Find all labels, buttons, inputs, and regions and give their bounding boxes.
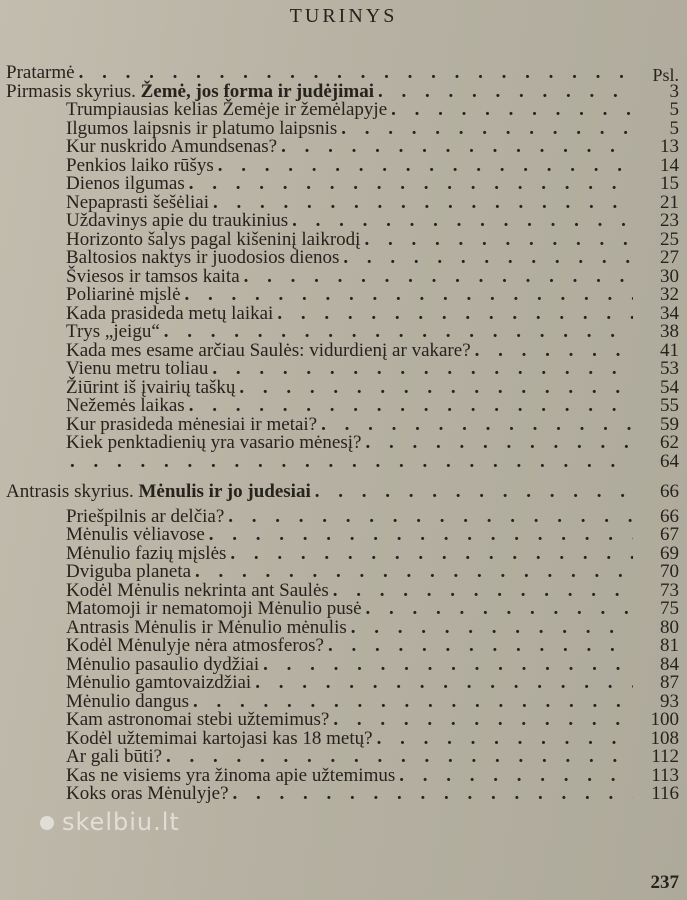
toc-item: Šviesos ir tamsos kaita . . . 30 <box>0 268 687 287</box>
toc-item: Kodėl užtemimai kartojasi kas 18 metų? . . . 108 <box>0 730 687 749</box>
toc-item: Mėnulio pasaulio dydžiai . . . 84 <box>0 656 687 675</box>
toc-item: Kada prasideda metų laikai . . . 34 <box>0 305 687 324</box>
toc-item: Koks oras Mėnulyje? . . . 116 <box>0 785 687 804</box>
chapter-number-label: Pirmasis skyrius. <box>6 80 136 102</box>
toc-item: Penkios laiko rūšys . . . 14 <box>0 157 687 176</box>
toc-item: Ilgumos laipsnis ir platumo laipsnis . . . 5 <box>0 120 687 139</box>
toc-item: Baltosios naktys ir juodosios dienos . . . 27 <box>0 249 687 268</box>
toc-item: Ar gali būti? . . . 112 <box>0 748 687 767</box>
toc-page-number: 66 <box>660 481 679 502</box>
toc-item: Poliarinė mįslė . . . 32 <box>0 286 687 305</box>
toc-item: Dienos ilgumas . . . 15 <box>0 175 687 194</box>
watermark <box>40 808 180 836</box>
chapter-title: Žemė, jos forma ir judėjimai <box>140 80 375 102</box>
watermark-logo-icon <box>40 816 54 830</box>
toc-item: Priešpilnis ar delčia? . . . 66 <box>0 508 687 527</box>
page-column-label: Psl. <box>652 65 679 85</box>
page-title: TURINYS <box>289 5 398 27</box>
chapter-number-label: Antrasis skyrius. <box>6 481 134 502</box>
toc-item: Kur nuskrido Amundsenas? . . . 13 <box>0 138 687 157</box>
toc-item: Matomoji ir nematomoji Mėnulio pusė . . . 75 <box>0 600 687 619</box>
toc-item: Kodėl Mėnulyje nėra atmosferos? . . . 81 <box>0 637 687 656</box>
toc-item: Dviguba planeta . . . 70 <box>0 563 687 582</box>
toc-item: Kur prasideda mėnesiai ir metai? . . . 59 <box>0 416 687 435</box>
toc-item: Kiek penktadienių yra vasario mėnesį? . . . 62 <box>0 434 687 453</box>
toc-page-number: 3 <box>669 80 679 102</box>
toc-item: Trys „jeigu“ . . . 38 <box>0 323 687 342</box>
page-number: 237 <box>650 872 679 893</box>
toc-item: Kam astronomai stebi užtemimus? . . . 100 <box>0 711 687 730</box>
toc-item: Mėnulio gamtovaizdžiai . . . 87 <box>0 674 687 693</box>
toc-item: Kas ne visiems yra žinoma apie užtemimus . . . 113 <box>0 767 687 786</box>
table-of-contents <box>0 64 687 804</box>
toc-item: Mėnulio dangus . . . 93 <box>0 693 687 712</box>
toc-item: Horizonto šalys pagal kišeninį laikrodį . . . 25 <box>0 231 687 250</box>
toc-item: Kodėl Mėnulis nekrinta ant Saulės . . . 73 <box>0 582 687 601</box>
toc-item: Mėnulio fazių mįslės . . . 69 <box>0 545 687 564</box>
toc-item: Mėnulis vėliavose . . . 67 <box>0 526 687 545</box>
watermark-text: skelbiu.lt <box>62 808 180 836</box>
toc-item: . . . 64 <box>0 453 687 472</box>
toc-item: Antrasis Mėnulis ir Mėnulio mėnulis . . . 80 <box>0 619 687 638</box>
toc-item: Vienu metru toliau . . . 53 <box>0 360 687 379</box>
toc-item: Uždavinys apie du traukinius . . . 23 <box>0 212 687 231</box>
dot-leader <box>378 83 633 102</box>
toc-chapter-2 <box>0 483 687 502</box>
toc-item: Kada mes esame arčiau Saulės: vidurdienį ar vakare? . . . 41 <box>0 342 687 361</box>
toc-item: Nepaprasti šešėliai . . . 21 <box>0 194 687 213</box>
toc-preface-label: Pratarmė <box>6 62 75 83</box>
dot-leader <box>315 483 633 502</box>
toc-item: Žiūrint iš įvairių taškų . . . 54 <box>0 379 687 398</box>
chapter-title: Mėnulis ir jo judesiai <box>138 481 311 502</box>
toc-item: Nežemės laikas . . . 55 <box>0 397 687 416</box>
toc-item: Trumpiausias kelias Žemėje ir žemėlapyje . . . 5 <box>0 101 687 120</box>
